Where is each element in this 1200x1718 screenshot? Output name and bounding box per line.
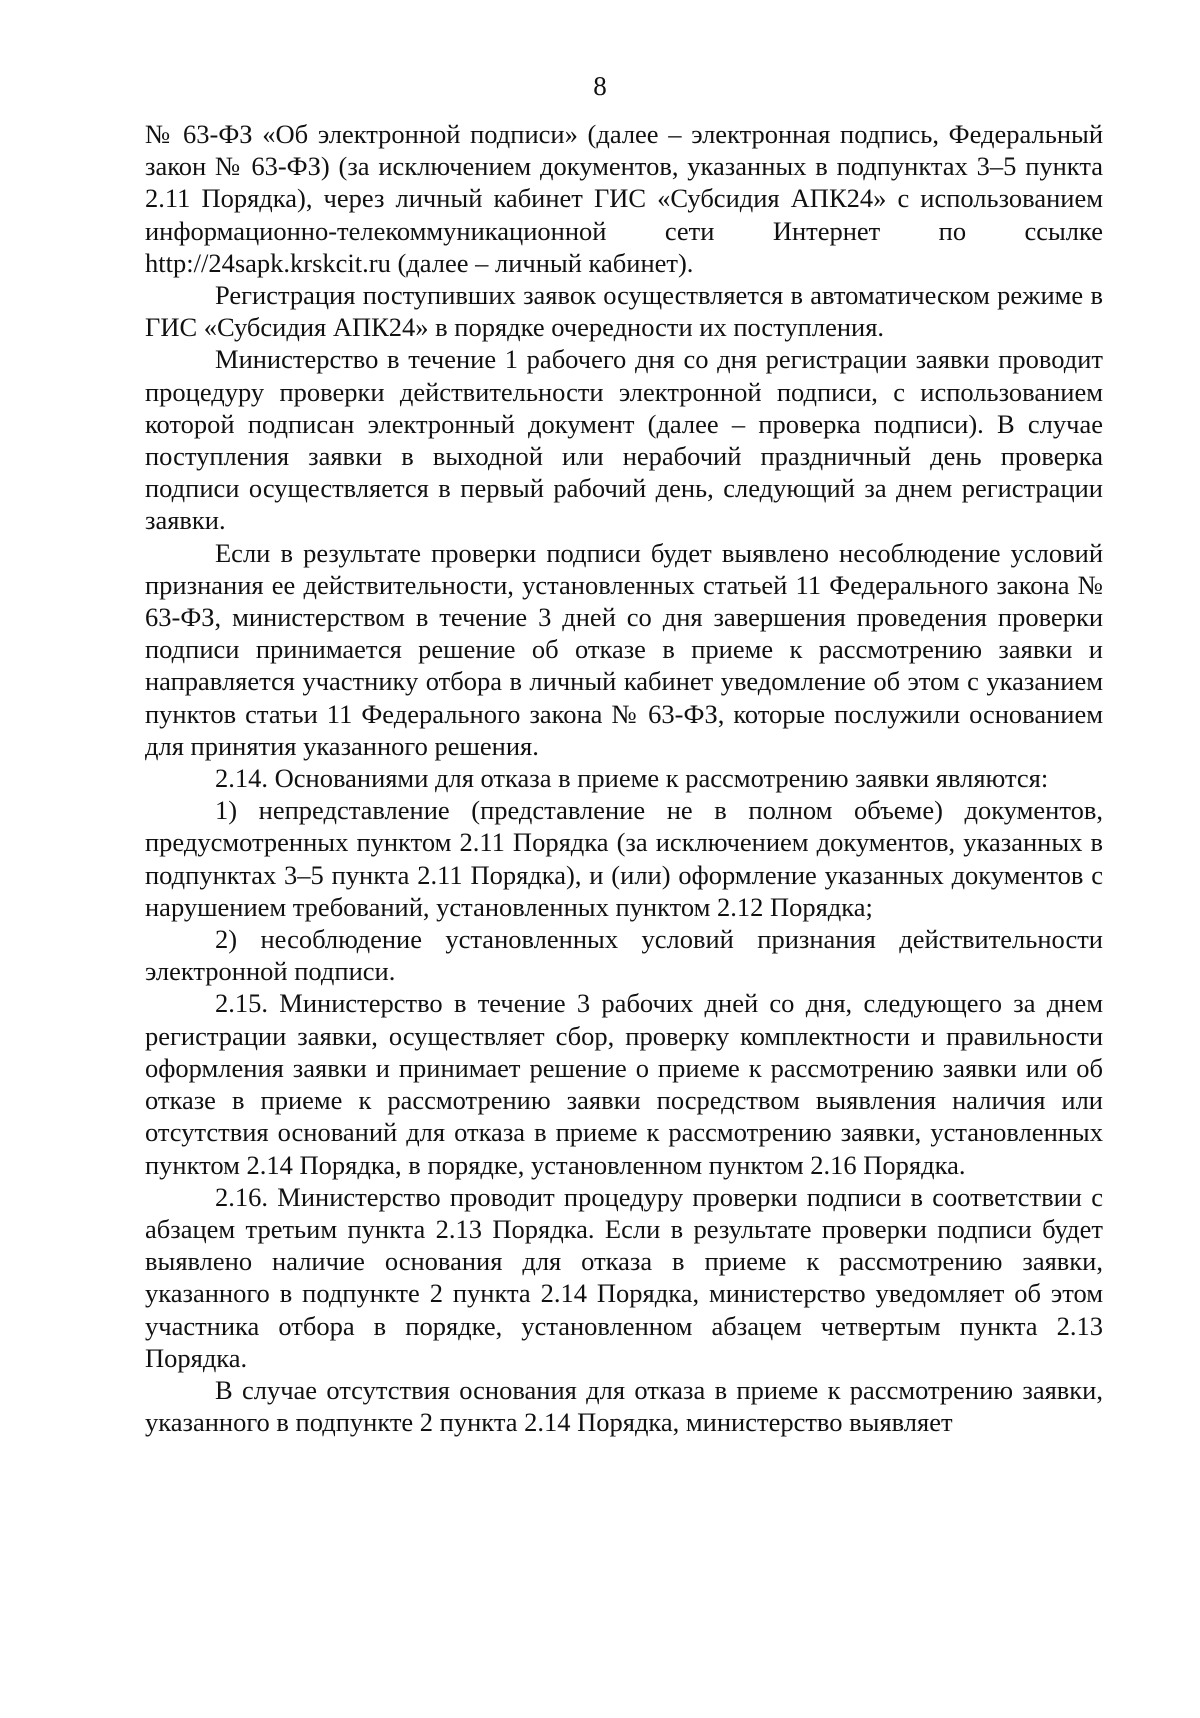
clause-2-14: 2.14. Основаниями для отказа в приеме к рассмотрению заявки являются: (215, 763, 1049, 794)
paragraph-signature-failure: Если в результате проверки подписи будет выявлено несоблюдение условий признания ее действительности, установленных статьей 11 Федерального закона № 63-ФЗ, министерством в течение 3 дней со дня завершения проведения проверки подписи принимается решение об отказе в приеме к рассмотрению заявки и направляется участнику отбора в личный кабинет уведомление об этом с указанием пунктов статьи 11 Федерального закона № 63-ФЗ, которые послужили основанием для принятия указанного решения. (145, 537, 1103, 761)
paragraph-continuation: № 63-ФЗ «Об электронной подписи» (далее – электронная подпись, Федеральный закон № 63-ФЗ) (за исключением документов, указанных в подпунктах 3–5 пункта 2.11 Порядка), через личный кабинет ГИС «Субсидия АПК24» с использованием информационно-телекоммуникационной сети Интернет по ссылке http://24sapk.krskcit.ru (далее – личный кабинет). (145, 119, 1103, 278)
document-body (145, 118, 1103, 1438)
paragraph-signature-check: Министерство в течение 1 рабочего дня со дня регистрации заявки проводит процедуру проверки действительности электронной подписи, с использованием которой подписан электронный документ (далее – проверка подписи). В случае поступления заявки в выходной или нерабочий праздничный день проверка подписи осуществляется в первый рабочий день, следующий за днем регистрации заявки. (145, 344, 1103, 536)
clause-2-15: 2.15. Министерство в течение 3 рабочих дней со дня, следующего за днем регистрации заявки, осуществляет сбор, проверку комплектности и правильности оформления заявки и принимает решение о приеме к рассмотрению заявки или об отказе в приеме к рассмотрению заявки посредством выявления наличия или отсутствия оснований для отказа в приеме к рассмотрению заявки, установленных пунктом 2.14 Порядка, в порядке, установленном пунктом 2.16 Порядка. (145, 988, 1103, 1180)
clause-2-14-item-1: 1) непредставление (представление не в полном объеме) документов, предусмотренных пунктом 2.11 Порядка (за исключением документов, указанных в подпунктах 3–5 пункта 2.11 Порядка), и (или) оформление указанных документов с нарушением требований, установленных пунктом 2.12 Порядка; (145, 795, 1103, 922)
paragraph-no-grounds: В случае отсутствия основания для отказа в приеме к рассмотрению заявки, указанного в подпункте 2 пункта 2.14 Порядка, министерство выявляет (145, 1374, 1103, 1438)
clause-2-14-item-2: 2) несоблюдение установленных условий признания действительности электронной подписи. (145, 924, 1103, 987)
clause-2-16: 2.16. Министерство проводит процедуру проверки подписи в соответствии с абзацем третьим пункта 2.13 Порядка. Если в результате проверки подписи будет выявлено наличие основания для отказа в приеме к рассмотрению заявки, указанного в подпункте 2 пункта 2.14 Порядка, министерство уведомляет об этом участника отбора в порядке, установленном абзацем четвертым пункта 2.13 Порядка. (145, 1181, 1103, 1373)
page-number: 8 (593, 71, 607, 101)
paragraph-registration: Регистрация поступивших заявок осуществляется в автоматическом режиме в ГИС «Субсидия АПК24» в порядке очередности их поступления. (145, 280, 1103, 343)
